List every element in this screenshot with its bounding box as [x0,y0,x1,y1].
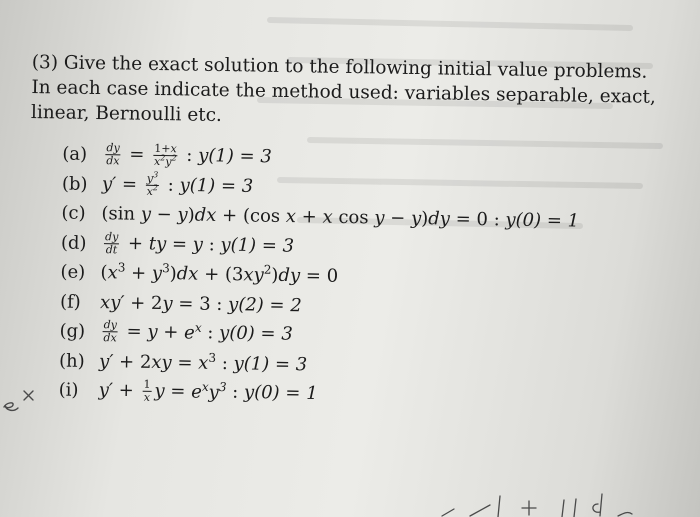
equation-b: y′ = $\frac{y^3}{x^2}$ : y(1) = 3 [101,170,254,198]
equation-d: $\frac{dy}{dt}$ + ty = y : y(1) = 3 [104,229,295,257]
equation-g: $\frac{dy}{dx}$ = $y + e^x$ : y(0) = 3 [103,318,293,345]
equation-c: (sin y − y)dx + (cos x + x cos y − y)dy = 0 : y(0) = 1 [101,203,580,232]
initial-condition: y(0) = 3 [218,322,293,345]
equation-e: $(x^3 + y^3)dx + (3xy^2)dy = 0$ [100,260,339,288]
item-label: (d) [60,232,87,254]
initial-condition: y(1) = 3 [220,234,295,257]
item-label: (b) [61,173,88,195]
equation-i: y′ + $\frac{1}{x}$ $y = e^xy^3$ : y(0) = 1 [98,378,318,405]
item-label: (i) [58,379,79,402]
problem-statement: (3) Give the exact solution to the following initial value problems. In each case indicate the method used: variables separable, exact, linear, Bernoulli etc. [30,51,656,126]
item-label: (a) [62,143,88,166]
fraction-dy-dt: $\frac{dy}{dt}$ [104,229,119,257]
equation-h: $y' + 2xy = x^3$ : y(1) = 3 [98,350,308,376]
fraction-dy-dx: $\frac{dy}{dx}$ [106,141,120,168]
item-label: (g) [59,320,86,343]
fraction-rhs-a: $\frac{1+x}{x^2y^2}$ [153,142,177,169]
initial-condition: y(0) = 1 [505,209,580,232]
item-label: (f) [59,291,81,313]
fraction-rhs-b: $\frac{y^3}{x^2}$ [146,170,159,198]
problem-list [26,139,680,415]
equation-f: xy′ + 2y = 3 : y(2) = 2 [99,291,302,317]
initial-condition: y(1) = 3 [233,352,308,376]
item-label: (e) [60,261,86,284]
handwritten-margin-note [0,385,42,415]
item-label: (c) [61,202,86,225]
initial-condition: y(1) = 3 [179,174,254,197]
fraction-1-over-x: $\frac{1}{x}$ [143,378,151,405]
initial-condition: y(2) = 2 [227,293,302,317]
problem-block [26,50,681,415]
equation-a: $\frac{dy}{dx}$ = $\frac{1+x}{x^2y^2}$ : y(1) = 3 [106,141,272,169]
item-label: (h) [58,350,85,372]
initial-condition: y(1) = 3 [197,145,272,168]
initial-condition: y(0) = 1 [243,382,318,405]
handwritten-fraction-sketch-icon [440,490,640,517]
fraction-dy-dx: $\frac{dy}{dx}$ [103,318,118,345]
